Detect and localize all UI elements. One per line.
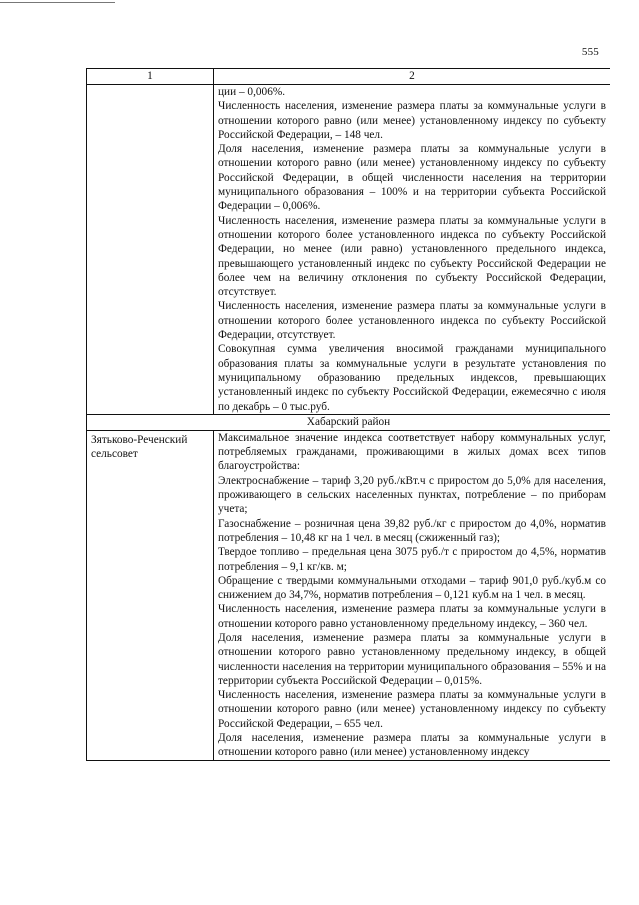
table-row-municipality [87, 430, 611, 760]
page-number: 555 [581, 46, 599, 58]
paragraph: Численность населения, изменение размера платы за коммунальные услуги в отношении которого равно установленному предельному индексу, – 360 чел. [218, 603, 606, 630]
empty-municipality-cell [87, 85, 214, 415]
paragraph: ции – 0,006%. [218, 86, 286, 98]
section-title: Хабарский район [87, 414, 611, 430]
paragraph: Доля населения, изменение размера платы за коммунальные услуги в отношении которого равно установленному предельному индексу, в общей численности населения на территории муниципального образования – 55% и на территории субъекта Российской Федерации – 0,015%. [218, 631, 606, 687]
top-rule [0, 2, 115, 3]
municipality-name: Зятьково-Реченский сельсовет [87, 430, 214, 760]
indicator-text-cell [214, 85, 611, 415]
indicator-text-cell [214, 430, 611, 760]
paragraph: Совокупная сумма увеличения вносимой гражданами муниципального образования платы за коммунальные услуги в результате установления по муниципальному образованию предельных индексов, превышающих установленный индекс по субъекту Российской Федерации, ежемесячно с июля по декабрь – 0 тыс.руб. [218, 343, 606, 413]
paragraph: Твердое топливо – предельная цена 3075 руб./т с приростом до 4,5%, норматив потребления – 9,1 кг/кв. м; [218, 546, 606, 573]
paragraph: Доля населения, изменение размера платы за коммунальные услуги в отношении которого равно (или менее) установленному индексу по субъекту Российской Федерации, в общей численности населения на территории муниципального образования – 100% и на территории субъекта Российской Федерации – 0,006%. [218, 143, 606, 213]
paragraph: Обращение с твердыми коммунальными отходами – тариф 901,0 руб./куб.м со снижением до 34,7%, норматив потребления – 0,121 куб.м на 1 чел. в месяц. [218, 574, 606, 602]
column-header-1: 1 [87, 69, 214, 85]
paragraph: Численность населения, изменение размера платы за коммунальные услуги в отношении которого равно (или менее) установленному индексу по субъекту Российской Федерации, – 148 чел. [218, 100, 606, 141]
paragraph: Электроснабжение – тариф 3,20 руб./кВт.ч с приростом до 5,0% для населения, проживающего в сельских населенных пунктах, потребление – по приборам учета; [218, 474, 606, 516]
paragraph: Газоснабжение – розничная цена 39,82 руб./кг с приростом до 4,0%, норматив потребления – 10,48 кг на 1 чел. в месяц (сжиженный газ); [218, 517, 606, 544]
column-header-2: 2 [214, 69, 611, 85]
paragraph: Численность населения, изменение размера платы за коммунальные услуги в отношении которого равно (или менее) установленному индексу по субъекту Российской Федерации, – 655 чел. [218, 689, 606, 730]
paragraph: Численность населения, изменение размера платы за коммунальные услуги в отношении которого более установленного индекса по субъекту Российской Федерации, отсутствует. [218, 300, 606, 342]
paragraph: Численность населения, изменение размера платы за коммунальные услуги в отношении которого более установленного индекса по субъекту Российской Федерации, но менее (или равно) установленного предельного индекса, превышающего установленный индекс по субъекту Российской Федерации не более чем на величину отклонения по субъекту Российской Федерации, отсутствует. [218, 214, 606, 299]
table-header-row [87, 69, 611, 85]
table-row-continuation [87, 85, 611, 415]
document-table-wrapper [86, 68, 610, 905]
document-table [86, 68, 610, 761]
section-row [87, 414, 611, 430]
paragraph: Доля населения, изменение размера платы за коммунальные услуги в отношении которого равно (или менее) установленному индексу [218, 732, 606, 759]
paragraph: Максимальное значение индекса соответствует набору коммунальных услуг, потребляемых гражданами, проживающими в жилых домах всех типов благоустройства: [218, 431, 606, 473]
